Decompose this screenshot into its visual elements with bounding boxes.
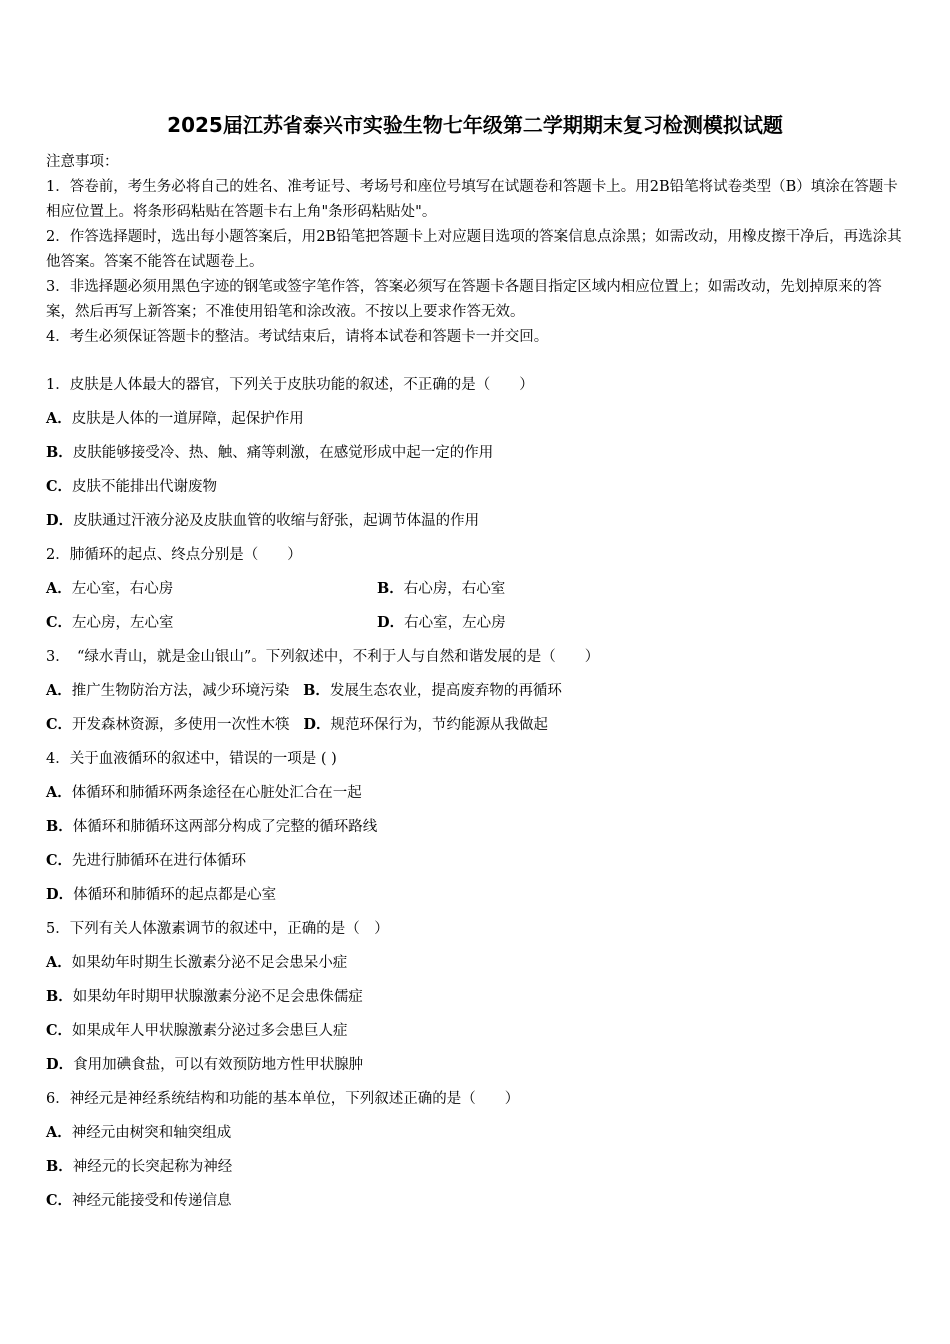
option-text: 皮肤是人体的一道屏障，起保护作用	[71, 411, 304, 427]
option-letter: D．	[46, 886, 74, 903]
option-letter: D．	[46, 512, 74, 529]
option-letter: A．	[46, 580, 72, 597]
option-row	[46, 576, 908, 610]
notice-item: 4．考生必须保证答题卡的整洁。考试结束后，请将本试卷和答题卡一并交回。	[46, 329, 549, 345]
notice-item: 1．答卷前，考生务必将自己的姓名、准考证号、考场号和座位号填写在试题卷和答题卡上。用2B铅笔将试卷类型（B）填涂在答题卡相应位置上。将条形码粘贴在答题卡右上角"条形码粘贴处"。	[46, 179, 898, 220]
question-stem: 4．关于血液循环的叙述中，错误的一项是 ( )	[46, 751, 337, 767]
option-letter: B．	[46, 1158, 73, 1175]
question-stem: 2．肺循环的起点、终点分别是（ ）	[46, 547, 302, 563]
option-line	[46, 848, 908, 882]
notice-item: 3．非选择题必须用黑色字迹的钢笔或签字笔作答，答案必须写在答题卡各题目指定区域内相应位置上；如需改动，先划掉原来的答案，然后再写上新答案；不准使用铅笔和涂改液。不按以上要求作答无效。	[46, 279, 882, 320]
option-text: 神经元由树突和轴突组成	[71, 1125, 232, 1141]
option-text: 食用加碘食盐，可以有效预防地方性甲状腺肿	[73, 1057, 364, 1073]
option-text: 推广生物防治方法，减少环境污染	[71, 683, 290, 699]
option-letter: C．	[46, 1192, 73, 1209]
option-letter: C．	[46, 614, 73, 631]
option-letter: D．	[46, 1056, 74, 1073]
option-letter: B．	[303, 682, 330, 699]
option-line	[46, 508, 908, 542]
option-line	[46, 1188, 908, 1222]
notice-item: 2．作答选择题时，选出每小题答案后，用2B铅笔把答题卡上对应题目选项的答案信息点涂黑；如需改动，用橡皮擦干净后，再选涂其他答案。答案不能答在试题卷上。	[46, 229, 902, 270]
question-list	[46, 372, 908, 1222]
option-cell	[377, 610, 506, 636]
option-letter: C．	[46, 852, 73, 869]
option-text: 右心室，左心房	[404, 615, 506, 631]
option-line	[46, 882, 908, 916]
question-stem: 5．下列有关人体激素调节的叙述中，正确的是（ ）	[46, 921, 389, 937]
question-stem: 6．神经元是神经系统结构和功能的基本单位，下列叙述正确的是（ ）	[46, 1091, 520, 1107]
option-line	[46, 474, 908, 508]
option-letter: C．	[46, 478, 73, 495]
option-text: 如果幼年时期甲状腺激素分泌不足会患侏儒症	[72, 989, 363, 1005]
option-letter: A．	[46, 1124, 72, 1141]
option-letter: B．	[377, 580, 404, 597]
option-text: 体循环和肺循环这两部分构成了完整的循环路线	[72, 819, 378, 835]
option-text: 左心室，右心房	[71, 581, 174, 597]
option-line	[46, 1120, 908, 1154]
option-cell	[46, 576, 377, 602]
option-line	[46, 1018, 908, 1052]
option-text: 开发森林资源，多使用一次性木筷	[72, 717, 290, 733]
option-letter: A．	[46, 682, 72, 699]
option-line	[46, 780, 908, 814]
option-text: 规范环保行为，节约能源从我做起	[330, 717, 548, 733]
option-letter: B．	[46, 818, 73, 835]
option-text: 神经元的长突起称为神经	[72, 1159, 233, 1175]
option-line	[46, 1154, 908, 1188]
option-text: 发展生态农业，提高废弃物的再循环	[329, 683, 562, 699]
option-cell	[377, 576, 505, 602]
option-text: 皮肤通过汗液分泌及皮肤血管的收缩与舒张，起调节体温的作用	[73, 513, 480, 529]
option-text: 如果成年人甲状腺激素分泌过多会患巨人症	[72, 1023, 348, 1039]
option-text: 皮肤不能排出代谢废物	[72, 479, 218, 495]
option-line	[46, 440, 908, 474]
option-letter: C．	[46, 716, 73, 733]
question-stem: 1．皮肤是人体最大的器官，下列关于皮肤功能的叙述，不正确的是（ ）	[46, 377, 534, 393]
option-text: 神经元能接受和传递信息	[72, 1193, 232, 1209]
page-title: 2025届江苏省泰兴市实验生物七年级第二学期期末复习检测模拟试题	[167, 113, 783, 137]
option-line	[46, 406, 908, 440]
option-line	[46, 984, 908, 1018]
question-stem: 3． “绿水青山，就是金山银山”。下列叙述中，不利于人与自然和谐发展的是（ ）	[46, 649, 600, 665]
option-letter: D．	[377, 614, 405, 631]
option-letter: C．	[46, 1022, 73, 1039]
option-text: 体循环和肺循环的起点都是心室	[73, 887, 277, 903]
option-row	[46, 712, 908, 746]
option-letter: B．	[46, 988, 73, 1005]
option-text: 如果幼年时期生长激素分泌不足会患呆小症	[71, 955, 348, 971]
option-row	[46, 678, 908, 712]
notice-section	[46, 150, 908, 350]
option-row	[46, 610, 908, 644]
option-text: 先进行肺循环在进行体循环	[72, 853, 247, 869]
option-cell	[46, 610, 377, 636]
option-letter: A．	[46, 784, 72, 801]
option-line	[46, 814, 908, 848]
option-text: 皮肤能够接受冷、热、触、痛等刺激，在感觉形成中起一定的作用	[72, 445, 494, 461]
option-text: 体循环和肺循环两条途径在心脏处汇合在一起	[71, 785, 362, 801]
option-line	[46, 1052, 908, 1086]
option-letter: A．	[46, 954, 72, 971]
option-letter: B．	[46, 444, 73, 461]
notice-heading: 注意事项：	[46, 154, 119, 170]
option-line	[46, 950, 908, 984]
option-text: 右心房，右心室	[403, 581, 506, 597]
option-letter: A．	[46, 410, 72, 427]
option-text: 左心房，左心室	[72, 615, 174, 631]
option-letter: D．	[303, 716, 331, 733]
